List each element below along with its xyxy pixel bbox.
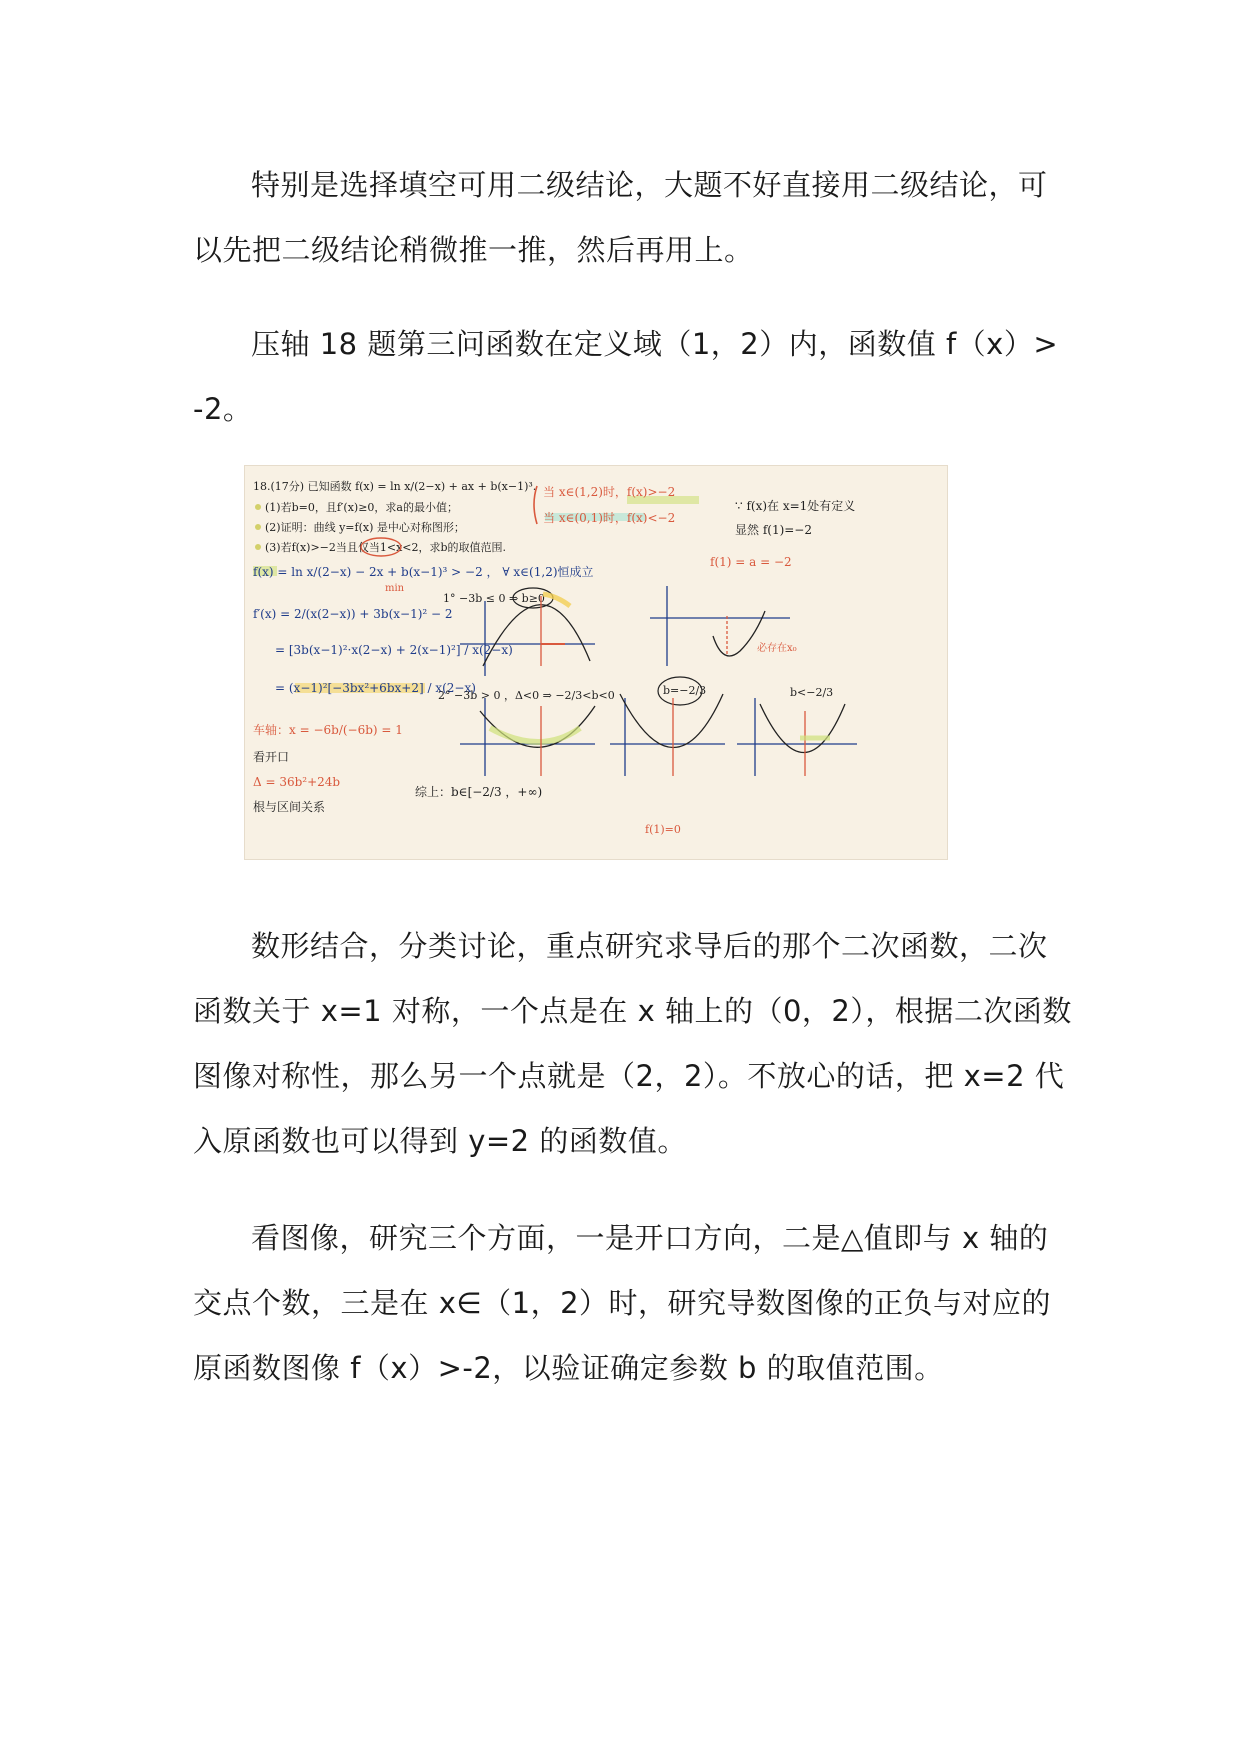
note-final: 综上：b∈[−2/3 ，+∞) — [415, 785, 543, 799]
note-main: f(x) = ln x/(2−x) − 2x + b(x−1)³ > −2 ， ∀ x∈(1,2)恒成立 — [253, 565, 594, 579]
note-roots: 根与区间关系 — [253, 800, 326, 814]
paragraph-1: 特别是选择填空可用二级结论，大题不好直接用二级结论，可以先把二级结论稍微推一推，然后再用上。 — [193, 168, 1048, 267]
case-4-label: b<−2/3 — [790, 686, 834, 699]
problem-q2: (2)证明：曲线 y=f(x) 是中心对称图形； — [265, 521, 465, 534]
graph-case-2 — [460, 698, 595, 776]
problem-stem: 18.(17分) 已知函数 f(x) = ln x/(2−x) + ax + b(x−1)³. — [253, 480, 537, 493]
case-3-label: b=−2/3 — [663, 684, 707, 697]
problem-q3: (3)若f(x)>−2当且仅当1<x<2，求b的取值范围. — [265, 541, 507, 554]
graph-f-shape — [650, 586, 790, 666]
note-step3: = (x−1)²[−3bx²+6bx+2] / x(2−x) — [275, 681, 476, 695]
note-f1-zero: f(1)=0 — [645, 823, 681, 836]
note-deriv: f′(x) = 2/(x(2−x)) + 3b(x−1)² − 2 — [253, 607, 453, 621]
note-case2: 当 x∈(0,1)时，f(x)<−2 — [543, 511, 676, 525]
note-exists-x0: 必存在x₀ — [757, 643, 797, 654]
note-step2: = [3b(x−1)²·x(2−x) + 2(x−1)²] / x(2−x) — [275, 643, 513, 657]
graph-case-3 — [610, 694, 725, 776]
note-side1: ∵ f(x)在 x=1处有定义 — [735, 499, 856, 513]
note-case1: 当 x∈(1,2)时，f(x)>−2 — [543, 485, 676, 499]
graph-case-4 — [737, 698, 857, 776]
paragraph-3: 数形结合，分类讨论，重点研究求导后的那个二次函数，二次函数关于 x=1 对称，一个点是在 x 轴上的（0，2），根据二次函数图像对称性，那么另一个点就是（2，2）。不放心的话，把 x=2 代入原函数也可以得到 y=2 的函数值。 — [193, 929, 1072, 1158]
note-min: min — [385, 583, 405, 594]
paragraph-2: 压轴 18 题第三问函数在定义域（1，2）内，函数值 f（x）> -2。 — [193, 327, 1059, 426]
note-axis: 车轴：x = −6b/(−6b) = 1 — [253, 723, 403, 737]
note-open: 看开口 — [253, 750, 290, 764]
paragraph-4: 看图像，研究三个方面，一是开口方向，二是△值即与 x 轴的交点个数，三是在 x∈（1，2）时，研究导数图像的正负与对应的原函数图像 f（x）>-2，以验证确定参数 b 的取值范围。 — [193, 1221, 1052, 1385]
bullet-icon — [255, 544, 261, 550]
note-f1: f(1) = a = −2 — [710, 555, 792, 569]
case-2-label: 2° −3b > 0 ，Δ<0 ⇒ −2/3<b<0 — [438, 689, 615, 702]
note-side2: 显然 f(1)=−2 — [735, 523, 812, 537]
case-1-label: 1° −3b ≤ 0 ⇒ b≥0 — [443, 592, 545, 605]
bullet-icon — [255, 524, 261, 530]
note-delta: Δ = 36b²+24b — [253, 775, 341, 789]
bullet-icon — [255, 504, 261, 510]
handwritten-solution-image — [244, 465, 948, 860]
problem-q1: (1)若b=0，且f′(x)≥0，求a的最小值； — [265, 501, 458, 514]
graph-case-1 — [460, 594, 595, 676]
